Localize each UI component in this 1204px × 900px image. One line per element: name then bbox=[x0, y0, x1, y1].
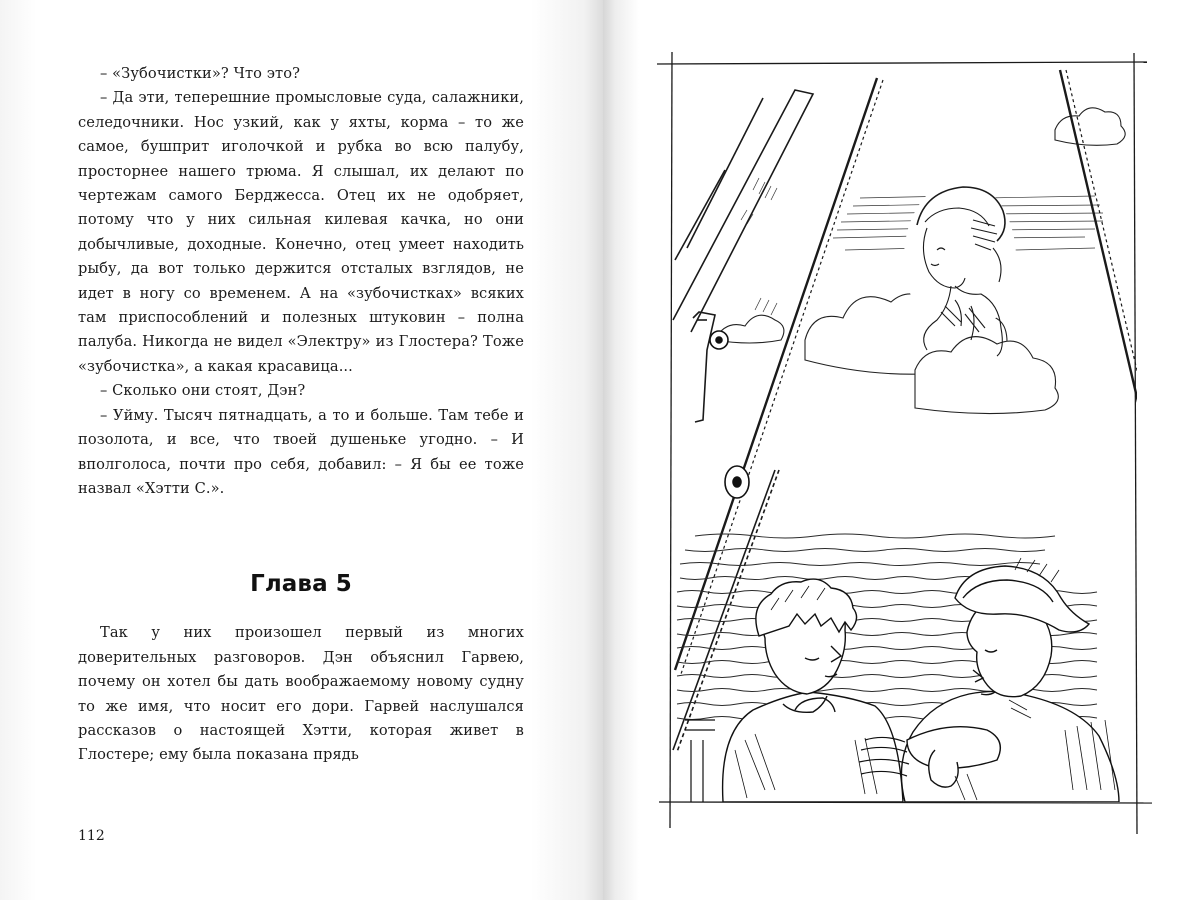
paragraph: – Да эти, теперешние промысловые суда, салажники, селедочники. Нос узкий, как у яхты, корма – то же самое, бушприт иголочкой и рубка во всю палубу, просторнее нашего трюма. Я слышал, их делают по чертежам самого Берджесса. Отец их не одобряет, потому что у них сильная килевая качка, но они добычливые, доходные. Конечно, отец умеет находить рыбу, да вот только держится отсталых взглядов, не идет в ногу со временем. А на «зубочистках» всяких там приспособлений и полезных штуковин – полна палуба. Никогда не видел «Электру» из Глостера? Тоже «зубочистка», а какая красавица... bbox=[78, 89, 524, 375]
boy-right-figure bbox=[901, 558, 1119, 802]
page-number: 112 bbox=[78, 828, 105, 844]
chapter-heading: Глава 5 bbox=[250, 571, 352, 598]
illustration bbox=[655, 50, 1155, 840]
text-block bbox=[78, 62, 524, 768]
paragraph: – «Зубочистки»? Что это? bbox=[100, 65, 301, 82]
paragraph: Так у них произошел первый из многих доверительных разговоров. Дэн объяснил Гарвею, почему он хотел бы дать воображаемому новому судну то же имя, что носит его дори. Гарвей наслушался рассказов о настоящей Хэтти, которая живет в Глостере; ему была показана прядь bbox=[78, 624, 524, 764]
boy-left-figure bbox=[723, 579, 903, 802]
rigging-blocks bbox=[710, 331, 749, 498]
paragraph: – Уйму. Тысяч пятнадцать, а то и больше. Там тебе и позолота, и все, что твоей душеньке угодно. – И вполголоса, почти про себя, добавил: – Я бы ее тоже назвал «Хэтти С.». bbox=[78, 406, 524, 497]
paragraph: – Сколько они стоят, Дэн? bbox=[100, 382, 306, 400]
